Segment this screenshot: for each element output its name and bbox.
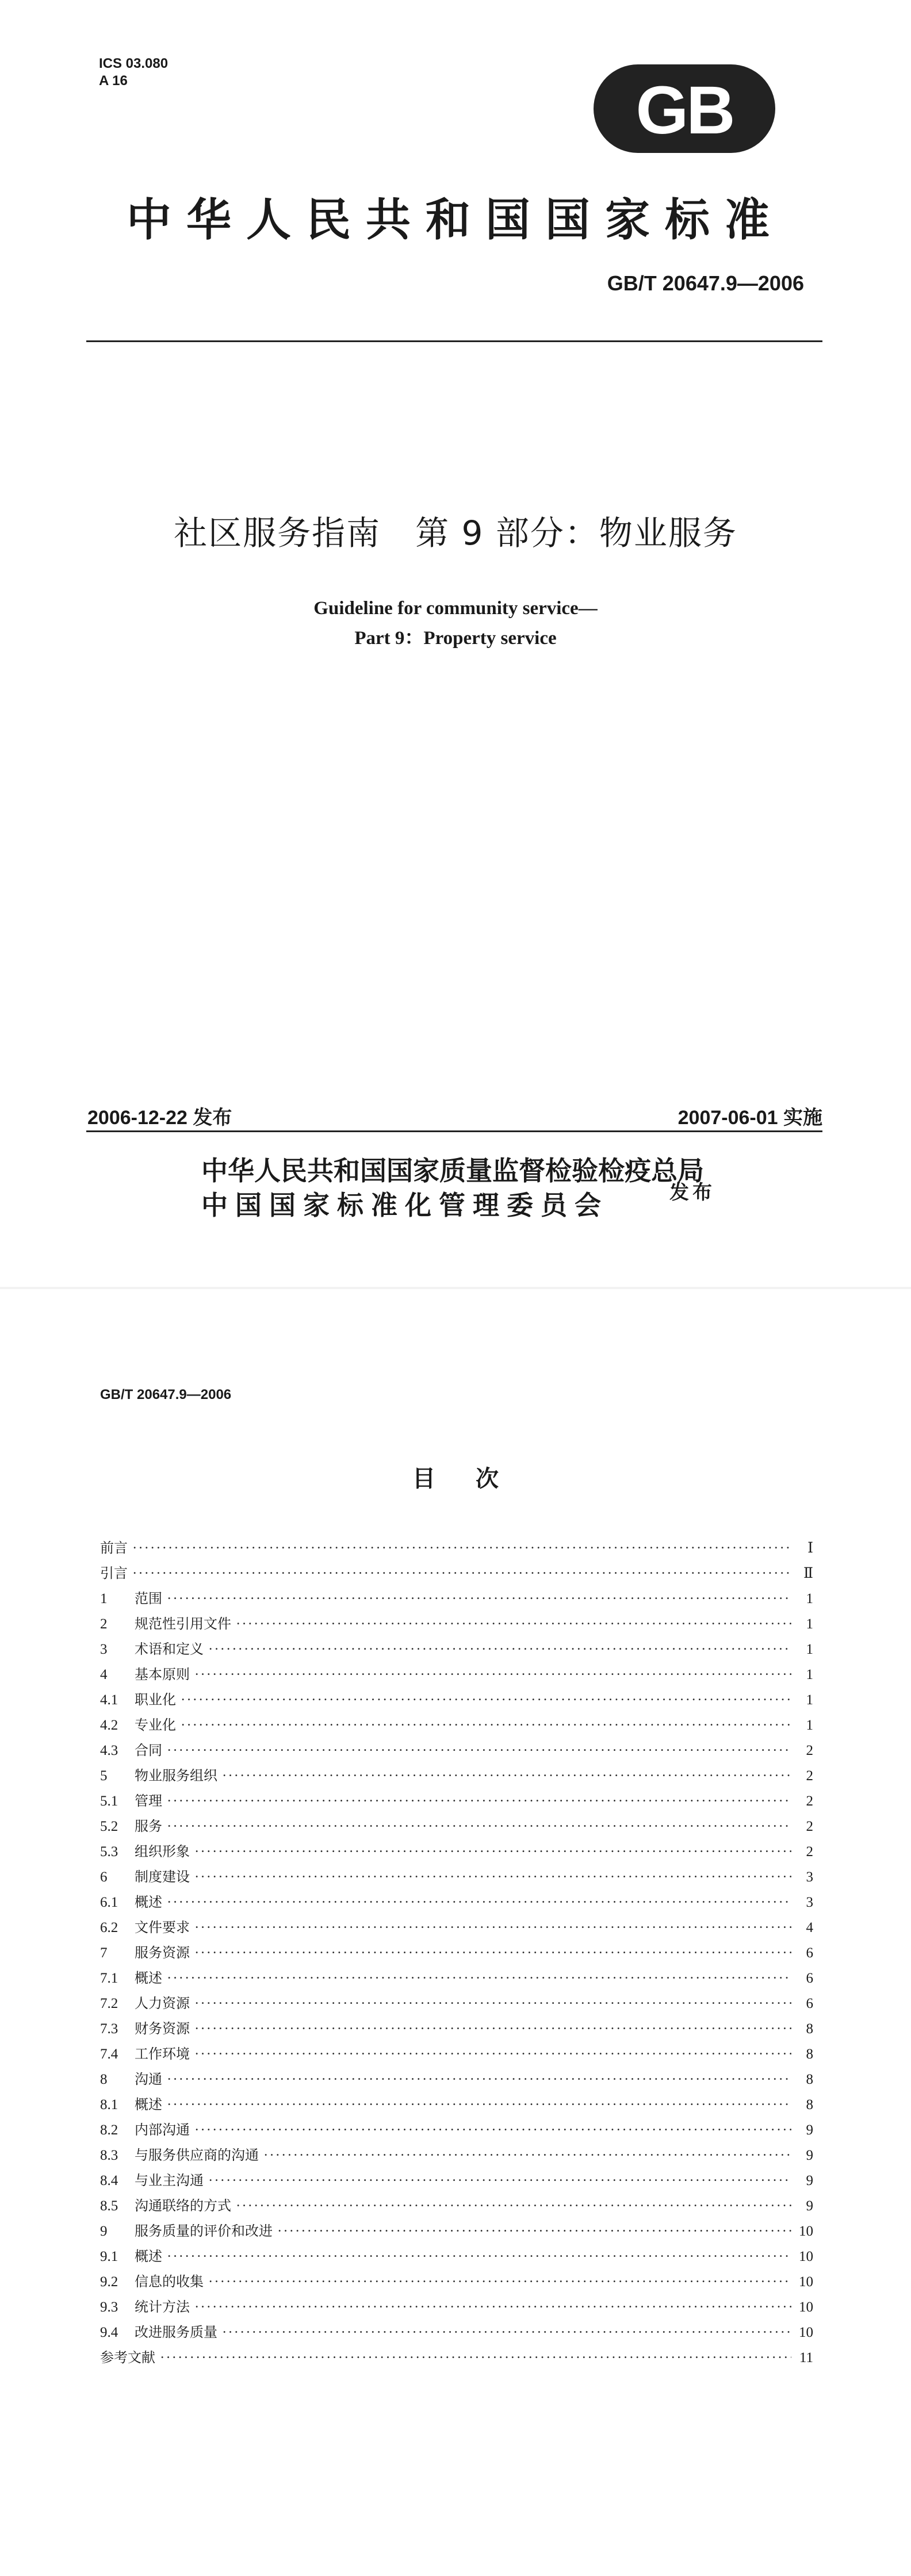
toc-leader-dots: [194, 2299, 791, 2316]
toc-entry-number: 8: [100, 2072, 108, 2087]
toc-entry-number: 4.3: [100, 1743, 118, 1758]
toc-entry[interactable]: [100, 2017, 813, 2042]
toc-entry-number: 8.4: [100, 2173, 118, 2188]
toc-entry-page: 3: [806, 1869, 813, 1885]
toc-entry-title: 与业主沟通: [135, 2172, 204, 2188]
toc-entry-number: 5.2: [100, 1819, 118, 1834]
toc-leader-dots: [194, 1920, 791, 1936]
toc-leader-dots: [222, 1768, 791, 1784]
toc-entry-number: 9.3: [100, 2299, 118, 2315]
toc-entry-title: 服务: [135, 1818, 162, 1834]
toc-entry-title: 范围: [135, 1590, 162, 1607]
toc-entry-number: 6: [100, 1869, 108, 1885]
title-english-line-1: Guideline for community service—: [313, 598, 598, 619]
toc-entry-title: 信息的收集: [135, 2274, 204, 2290]
toc-leader-dots: [194, 1996, 791, 2012]
toc-entry[interactable]: [100, 1536, 813, 1562]
toc-leader-dots: [208, 1642, 791, 1658]
toc-entry-page: 1: [806, 1591, 813, 1607]
toc-entry-page: 1: [806, 1692, 813, 1708]
toc-entry[interactable]: [100, 2321, 813, 2346]
toc-entry-page: 2: [806, 1768, 813, 1784]
toc-entry-page: 2: [806, 1743, 813, 1758]
toc-leader-dots: [236, 1616, 791, 1632]
toc-leader-dots: [167, 1743, 791, 1759]
issue-date: 2006-12-22 发布: [87, 1107, 232, 1129]
toc-entry[interactable]: [100, 1941, 813, 1966]
toc-leader-dots: [208, 2274, 791, 2290]
title-english: [0, 593, 911, 653]
toc-entry-page: 9: [806, 2198, 813, 2214]
toc-entry-number: 9.1: [100, 2249, 118, 2264]
toc-leader-dots: [167, 1793, 791, 1810]
toc-entry[interactable]: [100, 2220, 813, 2245]
toc-leader-dots: [263, 2148, 791, 2164]
toc-entry[interactable]: [100, 1840, 813, 1865]
toc-entry-title: 合同: [135, 1742, 162, 1758]
toc-leader-dots: [181, 1692, 791, 1708]
category-code: A 16: [99, 73, 128, 89]
toc-entry-title: 内部沟通: [135, 2122, 190, 2138]
toc-entry-number: 9: [100, 2224, 108, 2239]
toc-leader-dots: [167, 2097, 791, 2113]
toc-entry[interactable]: [100, 2270, 813, 2295]
toc-entry-page: 8: [806, 2046, 813, 2062]
toc-entry[interactable]: [100, 1663, 813, 1688]
toc-leader-dots: [194, 1945, 791, 1961]
toc-entry-number: 1: [100, 1591, 108, 1607]
toc-entry-title: 基本原则: [135, 1666, 190, 1682]
toc-entry-title: 专业化: [135, 1717, 176, 1733]
toc-leader-dots: [194, 2122, 791, 2138]
issuer-sac: 中国国家标准化管理委员会: [201, 1190, 608, 1221]
toc-leader-dots: [132, 1540, 791, 1557]
toc-leader-dots: [194, 2046, 791, 2063]
toc-entry-title: 概述: [135, 1970, 162, 1986]
toc-entry-title: 统计方法: [135, 2299, 190, 2315]
toc-entry[interactable]: [100, 2346, 813, 2371]
toc-entry-title: 服务资源: [135, 1945, 190, 1961]
title-chinese: 社区服务指南 第 9 部分：物业服务: [174, 513, 737, 553]
toc-entry-number: 5: [100, 1768, 108, 1784]
toc-entry-page: 6: [806, 1996, 813, 2011]
toc-entry-page: 4: [806, 1920, 813, 1935]
toc-entry-title: 参考文献: [100, 2349, 155, 2366]
toc-entry-title: 概述: [135, 2248, 162, 2264]
toc-entry[interactable]: [100, 1992, 813, 2017]
toc-entry-page: 1: [806, 1667, 813, 1682]
toc-leader-dots: [167, 1819, 791, 1835]
toc-entry-page: Ⅱ: [803, 1566, 813, 1581]
toc-entry-page: 1: [806, 1642, 813, 1657]
toc-entry-title: 服务质量的评价和改进: [135, 2223, 273, 2239]
toc-entry-title: 改进服务质量: [135, 2324, 217, 2340]
toc-entry[interactable]: [100, 1764, 813, 1789]
toc-entry[interactable]: [100, 2093, 813, 2118]
toc-entry[interactable]: [100, 1612, 813, 1638]
standard-type: 中华人民共和国国家标准: [126, 194, 784, 246]
toc-entry-page: 10: [799, 2224, 813, 2239]
toc-entry-number: 8.1: [100, 2097, 118, 2113]
toc-entry-title: 术语和定义: [135, 1641, 204, 1657]
ics-code: ICS 03.080: [99, 56, 169, 71]
toc-entry-title: 引言: [100, 1565, 128, 1581]
toc-entry-number: 9.2: [100, 2274, 118, 2290]
toc-entry-title: 文件要求: [135, 1919, 190, 1935]
toc-entry-page: 1: [806, 1616, 813, 1632]
toc-leader-dots: [160, 2350, 791, 2366]
toc-list: [100, 1536, 813, 2371]
toc-entry[interactable]: [100, 1815, 813, 1840]
toc-entry-title: 沟通联络的方式: [135, 2198, 231, 2214]
toc-entry-title: 概述: [135, 1894, 162, 1910]
toc-leader-dots: [167, 2249, 791, 2265]
toc-entry-number: 4: [100, 1667, 108, 1682]
toc-entry-page: 11: [799, 2350, 813, 2366]
publish-label: 发布: [669, 1181, 715, 1204]
toc-entry-page: 1: [806, 1718, 813, 1733]
title-english-line-2: Part 9：Property service: [354, 628, 557, 649]
toc-entry-page: 9: [806, 2148, 813, 2163]
classification-codes: [99, 55, 168, 90]
toc-entry-title: 制度建设: [135, 1869, 190, 1885]
toc-entry[interactable]: [100, 1789, 813, 1815]
footer-rule: [86, 1130, 822, 1132]
toc-entry-page: 10: [799, 2274, 813, 2290]
toc-entry-number: 3: [100, 1642, 108, 1657]
toc-entry-page: 2: [806, 1793, 813, 1809]
toc-entry-title: 人力资源: [135, 1995, 190, 2011]
toc-leader-dots: [194, 1869, 791, 1885]
toc-leader-dots: [222, 2325, 791, 2341]
toc-page: [0, 1288, 911, 2576]
toc-entry-number: 8.5: [100, 2198, 118, 2214]
toc-leader-dots: [181, 1718, 791, 1734]
toc-entry-number: 7.2: [100, 1996, 118, 2011]
toc-entry[interactable]: [100, 1587, 813, 1612]
toc-entry[interactable]: [100, 1739, 813, 1764]
toc-leader-dots: [277, 2224, 791, 2240]
toc-entry-number: 8.2: [100, 2122, 118, 2138]
toc-entry-title: 组织形象: [135, 1843, 190, 1860]
toc-entry[interactable]: [100, 1562, 813, 1587]
toc-entry-number: 7.4: [100, 2046, 118, 2062]
toc-entry-page: 10: [799, 2249, 813, 2264]
toc-entry-number: 5.1: [100, 1793, 118, 1809]
toc-entry[interactable]: [100, 1891, 813, 1916]
toc-entry[interactable]: [100, 2245, 813, 2270]
toc-entry-page: 8: [806, 2072, 813, 2087]
toc-entry-number: 4.2: [100, 1718, 118, 1733]
toc-entry-title: 规范性引用文件: [135, 1616, 231, 1632]
toc-leader-dots: [194, 1667, 791, 1683]
page-header-code: GB/T 20647.9—2006: [100, 1387, 232, 1402]
toc-entry-number: 5.3: [100, 1844, 118, 1860]
toc-entry-number: 2: [100, 1616, 108, 1632]
implement-date: 2007-06-01 实施: [677, 1107, 822, 1129]
toc-entry-page: 8: [806, 2097, 813, 2113]
toc-leader-dots: [208, 2173, 791, 2189]
toc-entry-number: 4.1: [100, 1692, 118, 1708]
toc-entry[interactable]: [100, 1688, 813, 1713]
header-rule: [86, 340, 822, 342]
toc-entry[interactable]: [100, 2042, 813, 2068]
toc-entry[interactable]: [100, 1638, 813, 1663]
toc-leader-dots: [194, 2021, 791, 2037]
toc-leader-dots: [167, 1895, 791, 1911]
toc-entry-title: 工作环境: [135, 2046, 190, 2062]
gb-logo: [592, 63, 776, 154]
toc-entry[interactable]: [100, 2068, 813, 2093]
toc-entry[interactable]: [100, 1966, 813, 1992]
toc-entry[interactable]: [100, 2169, 813, 2194]
toc-entry[interactable]: [100, 2144, 813, 2169]
toc-entry-page: 6: [806, 1971, 813, 1986]
toc-leader-dots: [167, 2072, 791, 2088]
issuer-aqsiq: 中华人民共和国国家质量监督检验检疫总局: [201, 1155, 704, 1186]
toc-entry-page: 8: [806, 2021, 813, 2037]
toc-leader-dots: [194, 1844, 791, 1860]
toc-entry-title: 管理: [135, 1793, 162, 1809]
toc-entry-title: 概述: [135, 2096, 162, 2113]
toc-entry-number: 6.2: [100, 1920, 118, 1935]
toc-entry-number: 7.3: [100, 2021, 118, 2037]
toc-entry-number: 8.3: [100, 2148, 118, 2163]
toc-entry-number: 6.1: [100, 1895, 118, 1910]
toc-entry-title: 职业化: [135, 1692, 176, 1708]
toc-leader-dots: [167, 1591, 791, 1607]
toc-entry-page: 9: [806, 2173, 813, 2188]
toc-entry-page: 6: [806, 1945, 813, 1961]
toc-entry-page: 9: [806, 2122, 813, 2138]
toc-leader-dots: [132, 1566, 791, 1582]
toc-entry-title: 沟通: [135, 2071, 162, 2087]
toc-entry-page: Ⅰ: [807, 1540, 813, 1556]
toc-entry-page: 10: [799, 2325, 813, 2340]
toc-entry-page: 10: [799, 2299, 813, 2315]
toc-entry-number: 9.4: [100, 2325, 118, 2340]
toc-entry[interactable]: [100, 2118, 813, 2144]
toc-entry-page: 3: [806, 1895, 813, 1910]
gb-logo-text: GB: [636, 72, 733, 148]
toc-entry-page: 2: [806, 1819, 813, 1834]
toc-entry-title: 与服务供应商的沟通: [135, 2147, 259, 2163]
toc-entry[interactable]: [100, 1916, 813, 1941]
toc-entry-number: 7: [100, 1945, 108, 1961]
toc-entry-page: 2: [806, 1844, 813, 1860]
toc-entry-number: 7.1: [100, 1971, 118, 1986]
toc-entry-title: 前言: [100, 1540, 128, 1556]
toc-entry-title: 财务资源: [135, 2021, 190, 2037]
toc-heading: 目次: [412, 1466, 539, 1492]
toc-entry[interactable]: [100, 1713, 813, 1739]
toc-entry[interactable]: [100, 2194, 813, 2220]
toc-leader-dots: [236, 2198, 791, 2214]
toc-leader-dots: [167, 1971, 791, 1987]
toc-entry[interactable]: [100, 1865, 813, 1891]
toc-entry-title: 物业服务组织: [135, 1768, 217, 1784]
standard-number: GB/T 20647.9—2006: [607, 271, 804, 295]
issuing-authorities: [201, 1153, 704, 1222]
toc-entry[interactable]: [100, 2295, 813, 2321]
